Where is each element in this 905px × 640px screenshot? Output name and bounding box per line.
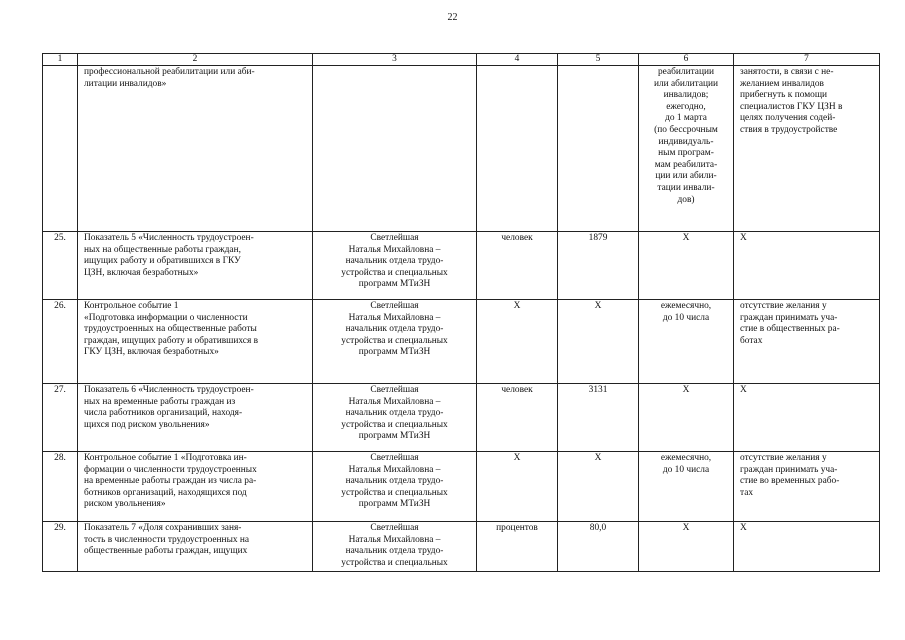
row-unit: Х xyxy=(477,300,558,384)
row-name: профессиональной реабилитации или аби- литации инвалидов» xyxy=(78,66,313,232)
table-row xyxy=(43,232,880,300)
row-responsible: Светлейшая Наталья Михайловна – начальник отдела трудо- устройства и специальных xyxy=(313,522,477,572)
indicators-table xyxy=(42,53,880,572)
row-value: 1879 xyxy=(558,232,639,300)
row-name: Показатель 7 «Доля сохранивших заня- тость в численности трудоустроенных на общественные работы граждан, ищущих xyxy=(78,522,313,572)
row-number xyxy=(43,66,78,232)
column-header-1: 1 xyxy=(43,54,78,66)
row-risk: отсутствие желания у граждан принимать уча- стие в общественных ра- ботах xyxy=(734,300,880,384)
row-name: Показатель 5 «Численность трудоустроен- ных на общественные работы граждан, ищущих работу и обратившихся в ГКУ ЦЗН, включая безработных» xyxy=(78,232,313,300)
row-unit: человек xyxy=(477,232,558,300)
table-row xyxy=(43,452,880,522)
row-number: 26. xyxy=(43,300,78,384)
table-row xyxy=(43,384,880,452)
column-header-3: 3 xyxy=(313,54,477,66)
column-header-7: 7 xyxy=(734,54,880,66)
table-row xyxy=(43,522,880,572)
row-deadline: реабилитации или абилитации инвалидов; ежегодно, до 1 марта (по бессрочным индивидуаль- ным програм- мам реабилита- ции или абили- тации инвали- дов) xyxy=(639,66,734,232)
row-deadline: Х xyxy=(639,522,734,572)
row-name: Контрольное событие 1 «Подготовка информации о численности трудоустроенных на общественные работы граждан, ищущих работу и обратившихся в ГКУ ЦЗН, включая безработных» xyxy=(78,300,313,384)
column-header-6: 6 xyxy=(639,54,734,66)
row-number: 27. xyxy=(43,384,78,452)
row-name: Контрольное событие 1 «Подготовка ин- формации о численности трудоустроенных на временные работы граждан из числа ра- ботников организаций, находящихся под риском увольнения» xyxy=(78,452,313,522)
row-responsible: Светлейшая Наталья Михайловна – начальник отдела трудо- устройства и специальных программ МТиЗН xyxy=(313,232,477,300)
row-value xyxy=(558,66,639,232)
row-value: 80,0 xyxy=(558,522,639,572)
page-number: 22 xyxy=(447,12,458,23)
row-risk: Х xyxy=(734,232,880,300)
row-unit: Х xyxy=(477,452,558,522)
column-header-2: 2 xyxy=(78,54,313,66)
row-deadline: ежемесячно, до 10 числа xyxy=(639,300,734,384)
row-risk: отсутствие желания у граждан принимать уча- стие во временных рабо- тах xyxy=(734,452,880,522)
column-number-row xyxy=(43,54,880,66)
row-deadline: ежемесячно, до 10 числа xyxy=(639,452,734,522)
row-responsible: Светлейшая Наталья Михайловна – начальник отдела трудо- устройства и специальных программ МТиЗН xyxy=(313,300,477,384)
row-responsible: Светлейшая Наталья Михайловна – начальник отдела трудо- устройства и специальных программ МТиЗН xyxy=(313,452,477,522)
row-unit: человек xyxy=(477,384,558,452)
row-value: Х xyxy=(558,452,639,522)
column-header-5: 5 xyxy=(558,54,639,66)
row-number: 29. xyxy=(43,522,78,572)
row-value: Х xyxy=(558,300,639,384)
row-number: 28. xyxy=(43,452,78,522)
row-number: 25. xyxy=(43,232,78,300)
row-risk: занятости, в связи с не- желанием инвалидов прибегнуть к помощи специалистов ГКУ ЦЗН в целях получения содей- ствия в трудоустройстве xyxy=(734,66,880,232)
row-deadline: Х xyxy=(639,232,734,300)
table-row xyxy=(43,66,880,232)
column-header-4: 4 xyxy=(477,54,558,66)
row-unit: процентов xyxy=(477,522,558,572)
row-risk: Х xyxy=(734,522,880,572)
table-row xyxy=(43,300,880,384)
row-unit xyxy=(477,66,558,232)
row-responsible xyxy=(313,66,477,232)
row-name: Показатель 6 «Численность трудоустроен- ных на временные работы граждан из числа работников организаций, находя- щихся под риском увольнения» xyxy=(78,384,313,452)
row-deadline: Х xyxy=(639,384,734,452)
row-responsible: Светлейшая Наталья Михайловна – начальник отдела трудо- устройства и специальных программ МТиЗН xyxy=(313,384,477,452)
row-value: 3131 xyxy=(558,384,639,452)
row-risk: Х xyxy=(734,384,880,452)
